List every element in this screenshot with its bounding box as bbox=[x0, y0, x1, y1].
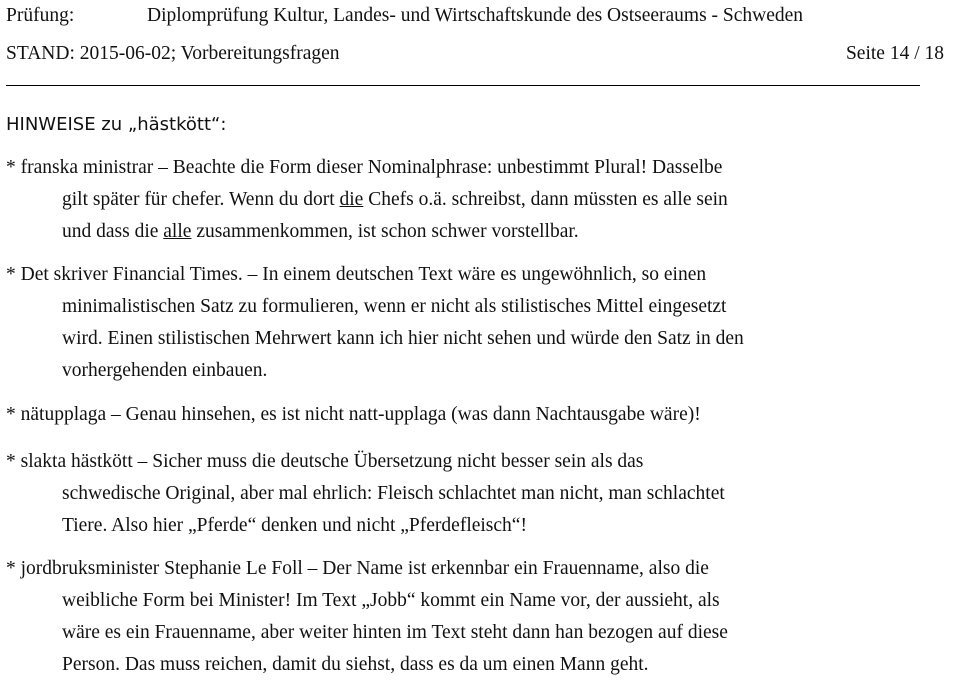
text-segment: wäre es ein Frauenname, aber weiter hinten im Text steht dann han bezogen auf diese bbox=[62, 622, 728, 643]
hint-entry-financial-times bbox=[6, 259, 941, 387]
text-segment: schwedische Original, aber mal ehrlich: Fleisch schlachtet man nicht, man schlachtet bbox=[62, 483, 725, 504]
hint-entry-slakta-hastkott bbox=[6, 446, 941, 542]
hint-line bbox=[6, 355, 941, 387]
hint-entry-franska-ministrar bbox=[6, 152, 941, 248]
hint-line bbox=[6, 291, 941, 323]
hint-line bbox=[6, 585, 941, 617]
text-segment: * slakta hästkött – Sicher muss die deutsche Übersetzung nicht besser sein als das bbox=[6, 451, 644, 472]
hint-line bbox=[6, 553, 941, 585]
text-segment: * jordbruksminister Stephanie Le Foll – Der Name ist erkennbar ein Frauenname, also die bbox=[6, 558, 709, 579]
text-segment: * franska ministrar – Beachte die Form dieser Nominalphrase: unbestimmt Plural! Dasselbe bbox=[6, 157, 723, 178]
header-divider bbox=[6, 85, 920, 86]
text-segment: Chefs o.ä. schreibst, dann müssten es alle sein bbox=[363, 189, 728, 210]
hint-line bbox=[6, 510, 941, 542]
text-segment: und dass die bbox=[62, 221, 164, 242]
hint-line bbox=[6, 399, 941, 431]
text-segment: Person. Das muss reichen, damit du siehst, dass es da um einen Mann geht. bbox=[62, 654, 649, 675]
hint-line bbox=[6, 216, 941, 248]
hint-line bbox=[6, 649, 941, 681]
hint-entry-jordbruksminister bbox=[6, 553, 941, 681]
header-exam-row bbox=[6, 4, 954, 28]
text-segment: minimalistischen Satz zu formulieren, wenn er nicht als stilistisches Mittel eingesetzt bbox=[62, 296, 727, 317]
hint-line bbox=[6, 446, 941, 478]
text-segment: * nätupplaga – Genau hinsehen, es ist nicht natt-upplaga (was dann Nachtausgabe wäre)! bbox=[6, 404, 701, 425]
text-segment: wird. Einen stilistischen Mehrwert kann ich hier nicht sehen und würde den Satz in den bbox=[62, 328, 744, 349]
page-number: Seite 14 / 18 bbox=[845, 43, 944, 64]
text-segment: weibliche Form bei Minister! Im Text „Jobb“ kommt ein Name vor, der aussieht, als bbox=[62, 590, 720, 611]
underlined-word: alle bbox=[163, 221, 192, 242]
hint-line bbox=[6, 184, 941, 216]
hint-line bbox=[6, 152, 941, 184]
hint-line bbox=[6, 323, 941, 355]
text-segment: Tiere. Also hier „Pferde“ denken und nicht „Pferdefleisch“! bbox=[62, 515, 527, 536]
text-segment: gilt später für chefer. Wenn du dort bbox=[62, 189, 340, 210]
text-segment: * Det skriver Financial Times. – In einem deutschen Text wäre es ungewöhnlich, so einen bbox=[6, 264, 707, 285]
hint-line bbox=[6, 259, 941, 291]
hints-title: HINWEISE zu „hästkött“: bbox=[6, 114, 227, 135]
underlined-word: die bbox=[339, 189, 364, 210]
hint-line bbox=[6, 617, 941, 649]
hint-line bbox=[6, 478, 941, 510]
stand-label: STAND: 2015-06-02; Vorbereitungsfragen bbox=[6, 43, 340, 64]
header-stand-row bbox=[6, 42, 954, 66]
exam-label: Prüfung: bbox=[6, 5, 75, 26]
text-segment: vorhergehenden einbauen. bbox=[62, 360, 268, 381]
text-segment: zusammenkommen, ist schon schwer vorstellbar. bbox=[191, 221, 579, 242]
course-title: Diplomprüfung Kultur, Landes- und Wirtschaftskunde des Ostseeraums - Schweden bbox=[147, 5, 804, 26]
hint-entry-natupplaga bbox=[6, 399, 941, 431]
